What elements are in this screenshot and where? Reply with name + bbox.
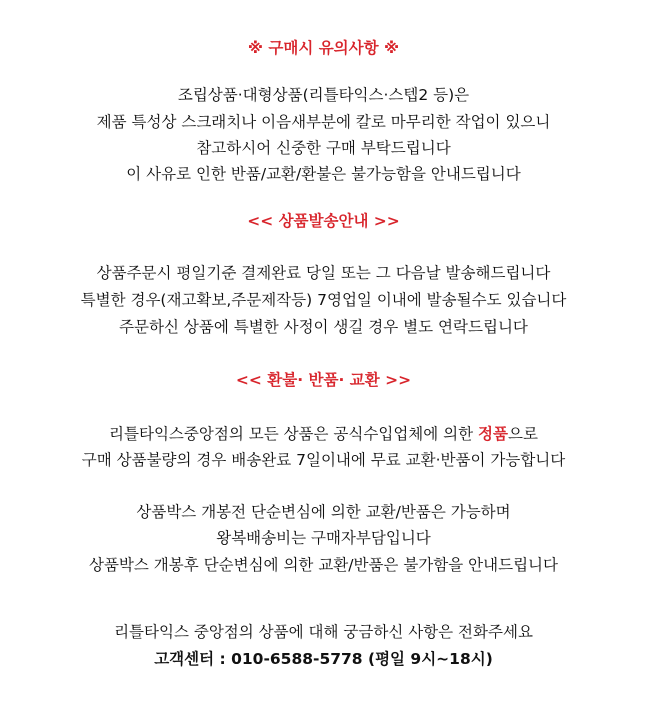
refund-heading: << 환불· 반품· 교환 >> — [235, 371, 412, 389]
refund-line-4: 상품박스 개봉후 단순변심에 의한 교환/반품은 불가함을 안내드립니다 — [88, 556, 558, 574]
genuine-suffix: 으로 — [508, 425, 538, 443]
shipping-heading: << 상품발송안내 >> — [247, 212, 400, 230]
contact-phone: 고객센터 : 010-6588-5778 (평일 9시~18시) — [154, 650, 493, 668]
refund-line-2: 상품박스 개봉전 단순변심에 의한 교환/반품은 가능하며 — [136, 503, 511, 521]
caution-line-4: 이 사유로 인한 반품/교환/환불은 불가능함을 안내드립니다 — [126, 165, 521, 183]
caution-line-2: 제품 특성상 스크래치나 이음새부분에 칼로 마무리한 작업이 있으니 — [96, 113, 551, 131]
genuine-product-line — [0, 421, 647, 447]
caution-line-1: 조립상품·대형상품(리틀타익스·스텝2 등)은 — [177, 86, 470, 104]
genuine-highlight: 정품 — [478, 425, 508, 443]
genuine-prefix: 리틀타익스중앙점의 모든 상품은 공식수입업체에 의한 — [109, 425, 479, 443]
shipping-line-1: 상품주문시 평일기준 결제완료 당일 또는 그 다음날 발송해드립니다 — [96, 264, 551, 282]
contact-line: 리틀타익스 중앙점의 상품에 대해 궁금하신 사항은 전화주세요 — [114, 623, 533, 641]
refund-line-1: 구매 상품불량의 경우 배송완료 7일이내에 무료 교환·반품이 가능합니다 — [81, 451, 566, 469]
shipping-line-3: 주문하신 상품에 특별한 사정이 생길 경우 별도 연락드립니다 — [119, 318, 528, 336]
shipping-line-2: 특별한 경우(재고확보,주문제작등) 7영업일 이내에 발송될수도 있습니다 — [80, 291, 567, 309]
refund-line-3: 왕복배송비는 구매자부담입니다 — [216, 529, 431, 547]
caution-heading: ※ 구매시 유의사항 ※ — [247, 39, 400, 57]
caution-line-3: 참고하시어 신중한 구매 부탁드립니다 — [196, 139, 451, 157]
